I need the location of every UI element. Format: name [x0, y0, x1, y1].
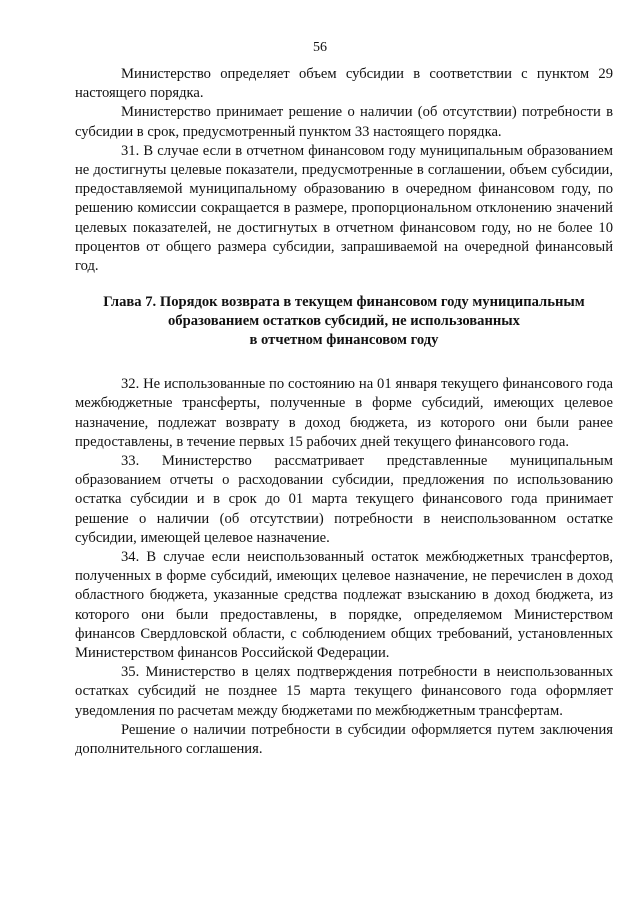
- chapter-heading-line-2: образованием остатков субсидий, не использованных: [168, 313, 520, 330]
- page-number: 56: [313, 40, 327, 55]
- document-body: [75, 65, 613, 759]
- paragraph-subsidy-volume: Министерство определяет объем субсидии в соответствии с пунктом 29 настоящего порядка.: [75, 66, 613, 102]
- paragraph-33: 33. Министерство рассматривает представленные муниципальным образованием отчеты о расходовании субсидии, предложения по использованию остатка субсидии и в срок до 01 марта текущего финансового года принимает решение о наличии (об отсутствии) потребности в неиспользованном остатке субсидии, имеющей целевое назначение.: [75, 453, 613, 546]
- chapter-7-heading: [75, 293, 613, 350]
- chapter-heading-line-3: в отчетном финансовом году: [249, 332, 439, 349]
- paragraph-32: 32. Не использованные по состоянию на 01 января текущего финансового года межбюджетные трансферты, полученные в форме субсидий, имеющих целевое назначение, подлежат возврату в доход бюджета, из которого они были ранее предоставлены, в течение первых 15 рабочих дней текущего финансового года.: [75, 376, 613, 450]
- chapter-heading-line-1: Глава 7. Порядок возврата в текущем финансовом году муниципальным: [103, 294, 585, 311]
- paragraph-35: 35. Министерство в целях подтверждения потребности в неиспользованных остатках субсидий не позднее 15 марта текущего финансового года оформляет уведомления по расчетам между бюджетами по межбюджетным трансфертам.: [75, 664, 613, 719]
- paragraph-34: 34. В случае если неиспользованный остаток межбюджетных трансфертов, полученных в форме субсидий, имеющих целевое назначение, не перечислен в доход областного бюджета, указанные средства подлежат взысканию в доход бюджета, из которого они были предоставлены, в порядке, определяемом Министерством финансов Свердловской области, с соблюдением общих требований, установленных Министерством финансов Российской Федерации.: [75, 549, 613, 662]
- paragraph-additional-agreement: Решение о наличии потребности в субсидии оформляется путем заключения дополнительного соглашения.: [75, 721, 613, 758]
- paragraph-31: 31. В случае если в отчетном финансовом году муниципальным образованием не достигнуты целевые показатели, предусмотренные в соглашении, объем субсидии, предоставляемой муниципальному образованию в очередном финансовом году, по решению комиссии сокращается в размере, пропорциональном отклонению значений целевых показателей, не достигнутых в отчетном финансовом году, но не более 10 процентов от общего размера субсидии, запрашиваемой на очередной финансовый год.: [75, 142, 613, 275]
- paragraph-need-decision: Министерство принимает решение о наличии (об отсутствии) потребности в субсидии в срок, предусмотренный пунктом 33 настоящего порядка.: [75, 104, 613, 140]
